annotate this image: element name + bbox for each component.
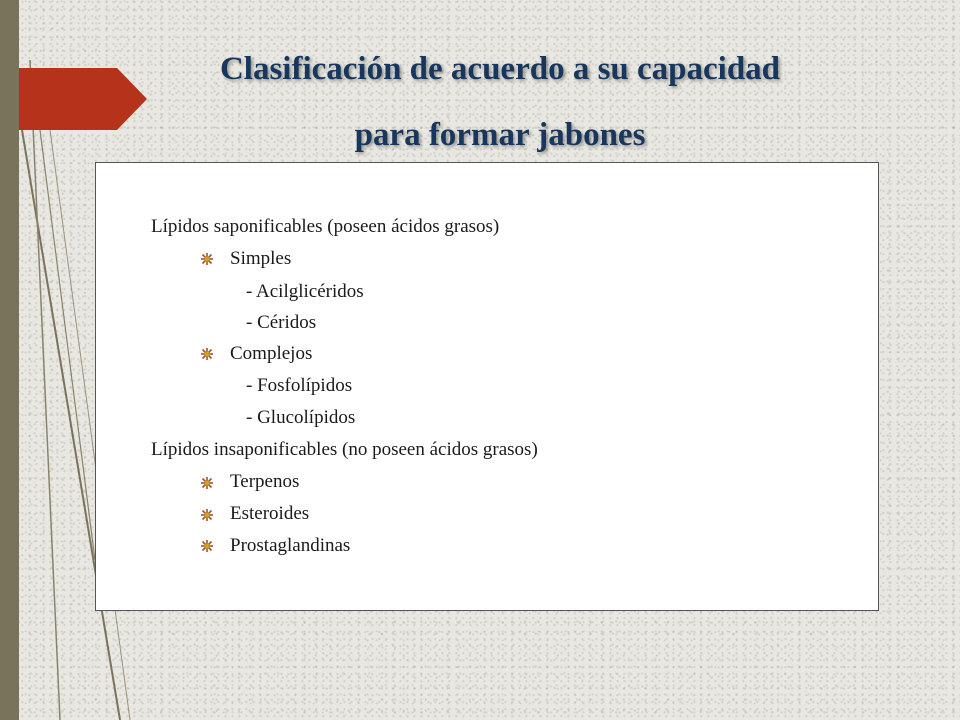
item-prostaglandinas: Prostaglandinas — [230, 535, 351, 556]
item-ceridos: - Céridos — [246, 312, 317, 333]
heading-saponificables: Lípidos saponificables (poseen ácidos grasos) — [151, 216, 500, 237]
item-esteroides: Esteroides — [230, 503, 310, 524]
label-complejos: Complejos — [230, 343, 313, 364]
item-terpenos: Terpenos — [230, 471, 300, 492]
sunburst-bullet-icon — [200, 476, 214, 490]
sunburst-bullet-icon — [200, 252, 214, 266]
item-acilgliceridos: - Acilglicéridos — [246, 281, 364, 302]
sunburst-bullet-icon — [200, 508, 214, 522]
sunburst-bullet-icon — [200, 347, 214, 361]
page-title — [100, 36, 900, 168]
title-line-2: para formar jabones — [354, 117, 646, 153]
item-glucolipidos: - Glucolípidos — [246, 407, 356, 428]
title-line-1: Clasificación de acuerdo a su capacidad — [219, 51, 781, 87]
item-fosfolipidos: - Fosfolípidos — [246, 375, 353, 396]
sunburst-bullet-icon — [200, 539, 214, 553]
heading-insaponificables: Lípidos insaponificables (no poseen ácidos grasos) — [151, 439, 538, 460]
label-simples: Simples — [230, 248, 292, 269]
content-box — [95, 162, 879, 611]
